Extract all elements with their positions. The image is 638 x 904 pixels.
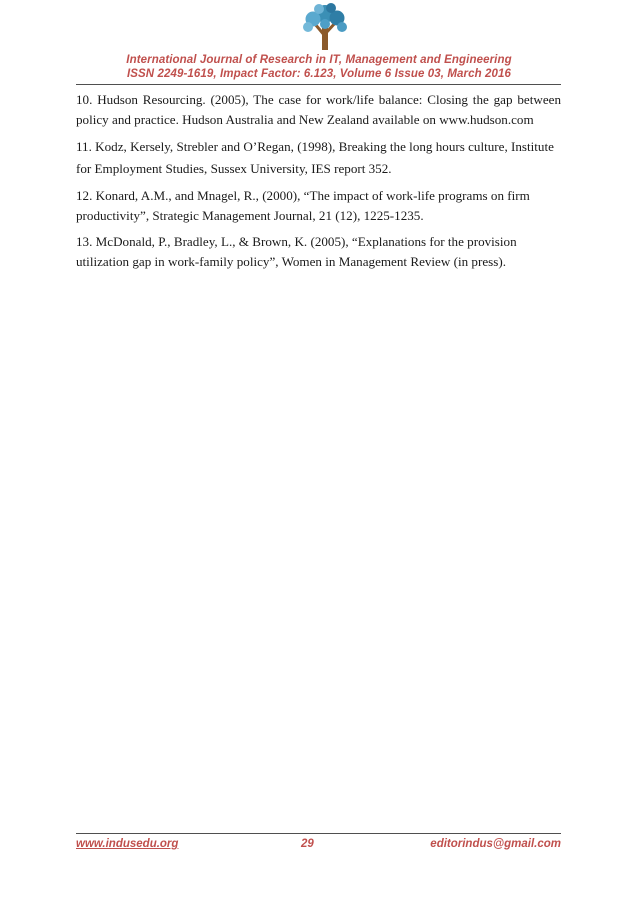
reference-item: 12. Konard, A.M., and Mnagel, R., (2000), “The impact of work-life programs on firm productivity”, Strategic Management Journal, 21 (12), 1225-1235. xyxy=(76,188,530,223)
journal-title: International Journal of Research in IT, Management and Engineering xyxy=(126,54,512,66)
website-link[interactable]: www.indusedu.org xyxy=(76,838,179,850)
page-number: 29 xyxy=(301,838,314,850)
email-link[interactable]: editorindus@gmail.com xyxy=(430,838,561,850)
tree-logo-icon xyxy=(296,2,354,52)
header-divider xyxy=(76,84,561,85)
reference-list xyxy=(76,90,561,278)
journal-issn: ISSN 2249-1619, Impact Factor: 6.123, Volume 6 Issue 03, March 2016 xyxy=(126,68,512,80)
footer-divider xyxy=(76,833,561,834)
reference-item: 13. McDonald, P., Bradley, L., & Brown, K. (2005), “Explanations for the provision utilization gap in work-family policy”, Women in Management Review (in press). xyxy=(76,234,517,269)
reference-item: 10. Hudson Resourcing. (2005), The case for work/life balance: Closing the gap between policy and practice. Hudson Australia and New Zealand available on www.hudson.com xyxy=(76,92,561,127)
reference-item: 11. Kodz, Kersely, Strebler and O’Regan, (1998), Breaking the long hours culture, Institute for Employment Studies, Sussex University, IES report 352. xyxy=(76,139,554,176)
page-footer xyxy=(76,838,561,854)
